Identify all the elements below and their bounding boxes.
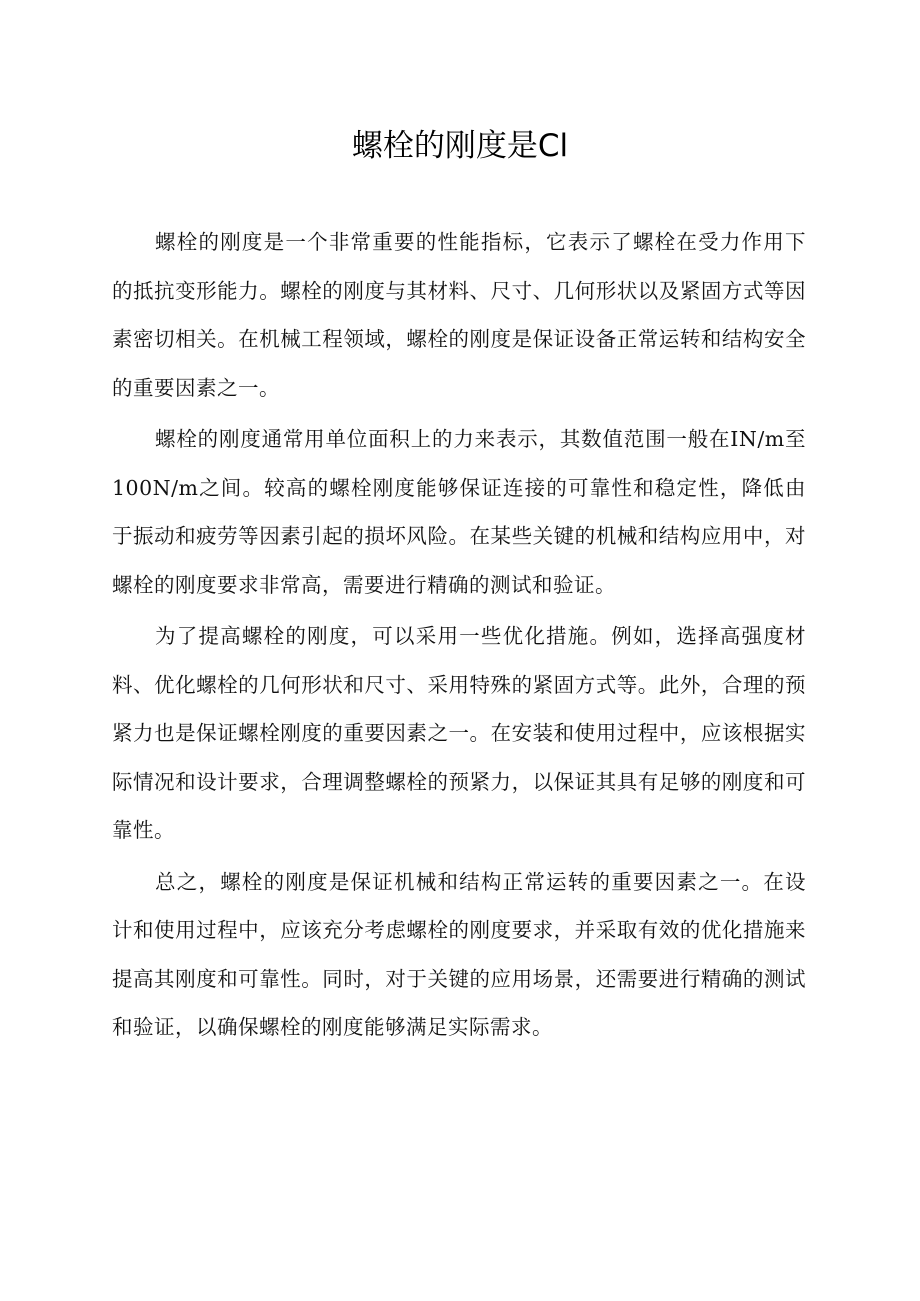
paragraph-2: 螺栓的刚度通常用单位面积上的力来表示，其数值范围一般在IN/m至100N/m之间。较高的螺栓刚度能够保证连接的可靠性和稳定性，降低由于振动和疲劳等因素引起的损坏风险。在某些关键的机械和结构应用中，对螺栓的刚度要求非常高，需要进行精确的测试和验证。 xyxy=(112,427,806,597)
document-title: 螺栓的刚度是Cl xyxy=(351,128,569,164)
document-body xyxy=(112,218,806,1055)
paragraph-4: 总之，螺栓的刚度是保证机械和结构正常运转的重要因素之一。在设计和使用过程中，应该充分考虑螺栓的刚度要求，并采取有效的优化措施来提高其刚度和可靠性。同时，对于关键的应用场景，还需要进行精确的测试和验证，以确保螺栓的刚度能够满足实际需求。 xyxy=(112,869,806,1039)
paragraph-1: 螺栓的刚度是一个非常重要的性能指标，它表示了螺栓在受力作用下的抵抗变形能力。螺栓的刚度与其材料、尺寸、几何形状以及紧固方式等因素密切相关。在机械工程领域，螺栓的刚度是保证设备正常运转和结构安全的重要因素之一。 xyxy=(112,230,806,400)
paragraph-3: 为了提高螺栓的刚度，可以采用一些优化措施。例如，选择高强度材料、优化螺栓的几何形状和尺寸、采用特殊的紧固方式等。此外，合理的预紧力也是保证螺栓刚度的重要因素之一。在安装和使用过程中，应该根据实际情况和设计要求，合理调整螺栓的预紧力，以保证其具有足够的刚度和可靠性。 xyxy=(112,624,806,842)
